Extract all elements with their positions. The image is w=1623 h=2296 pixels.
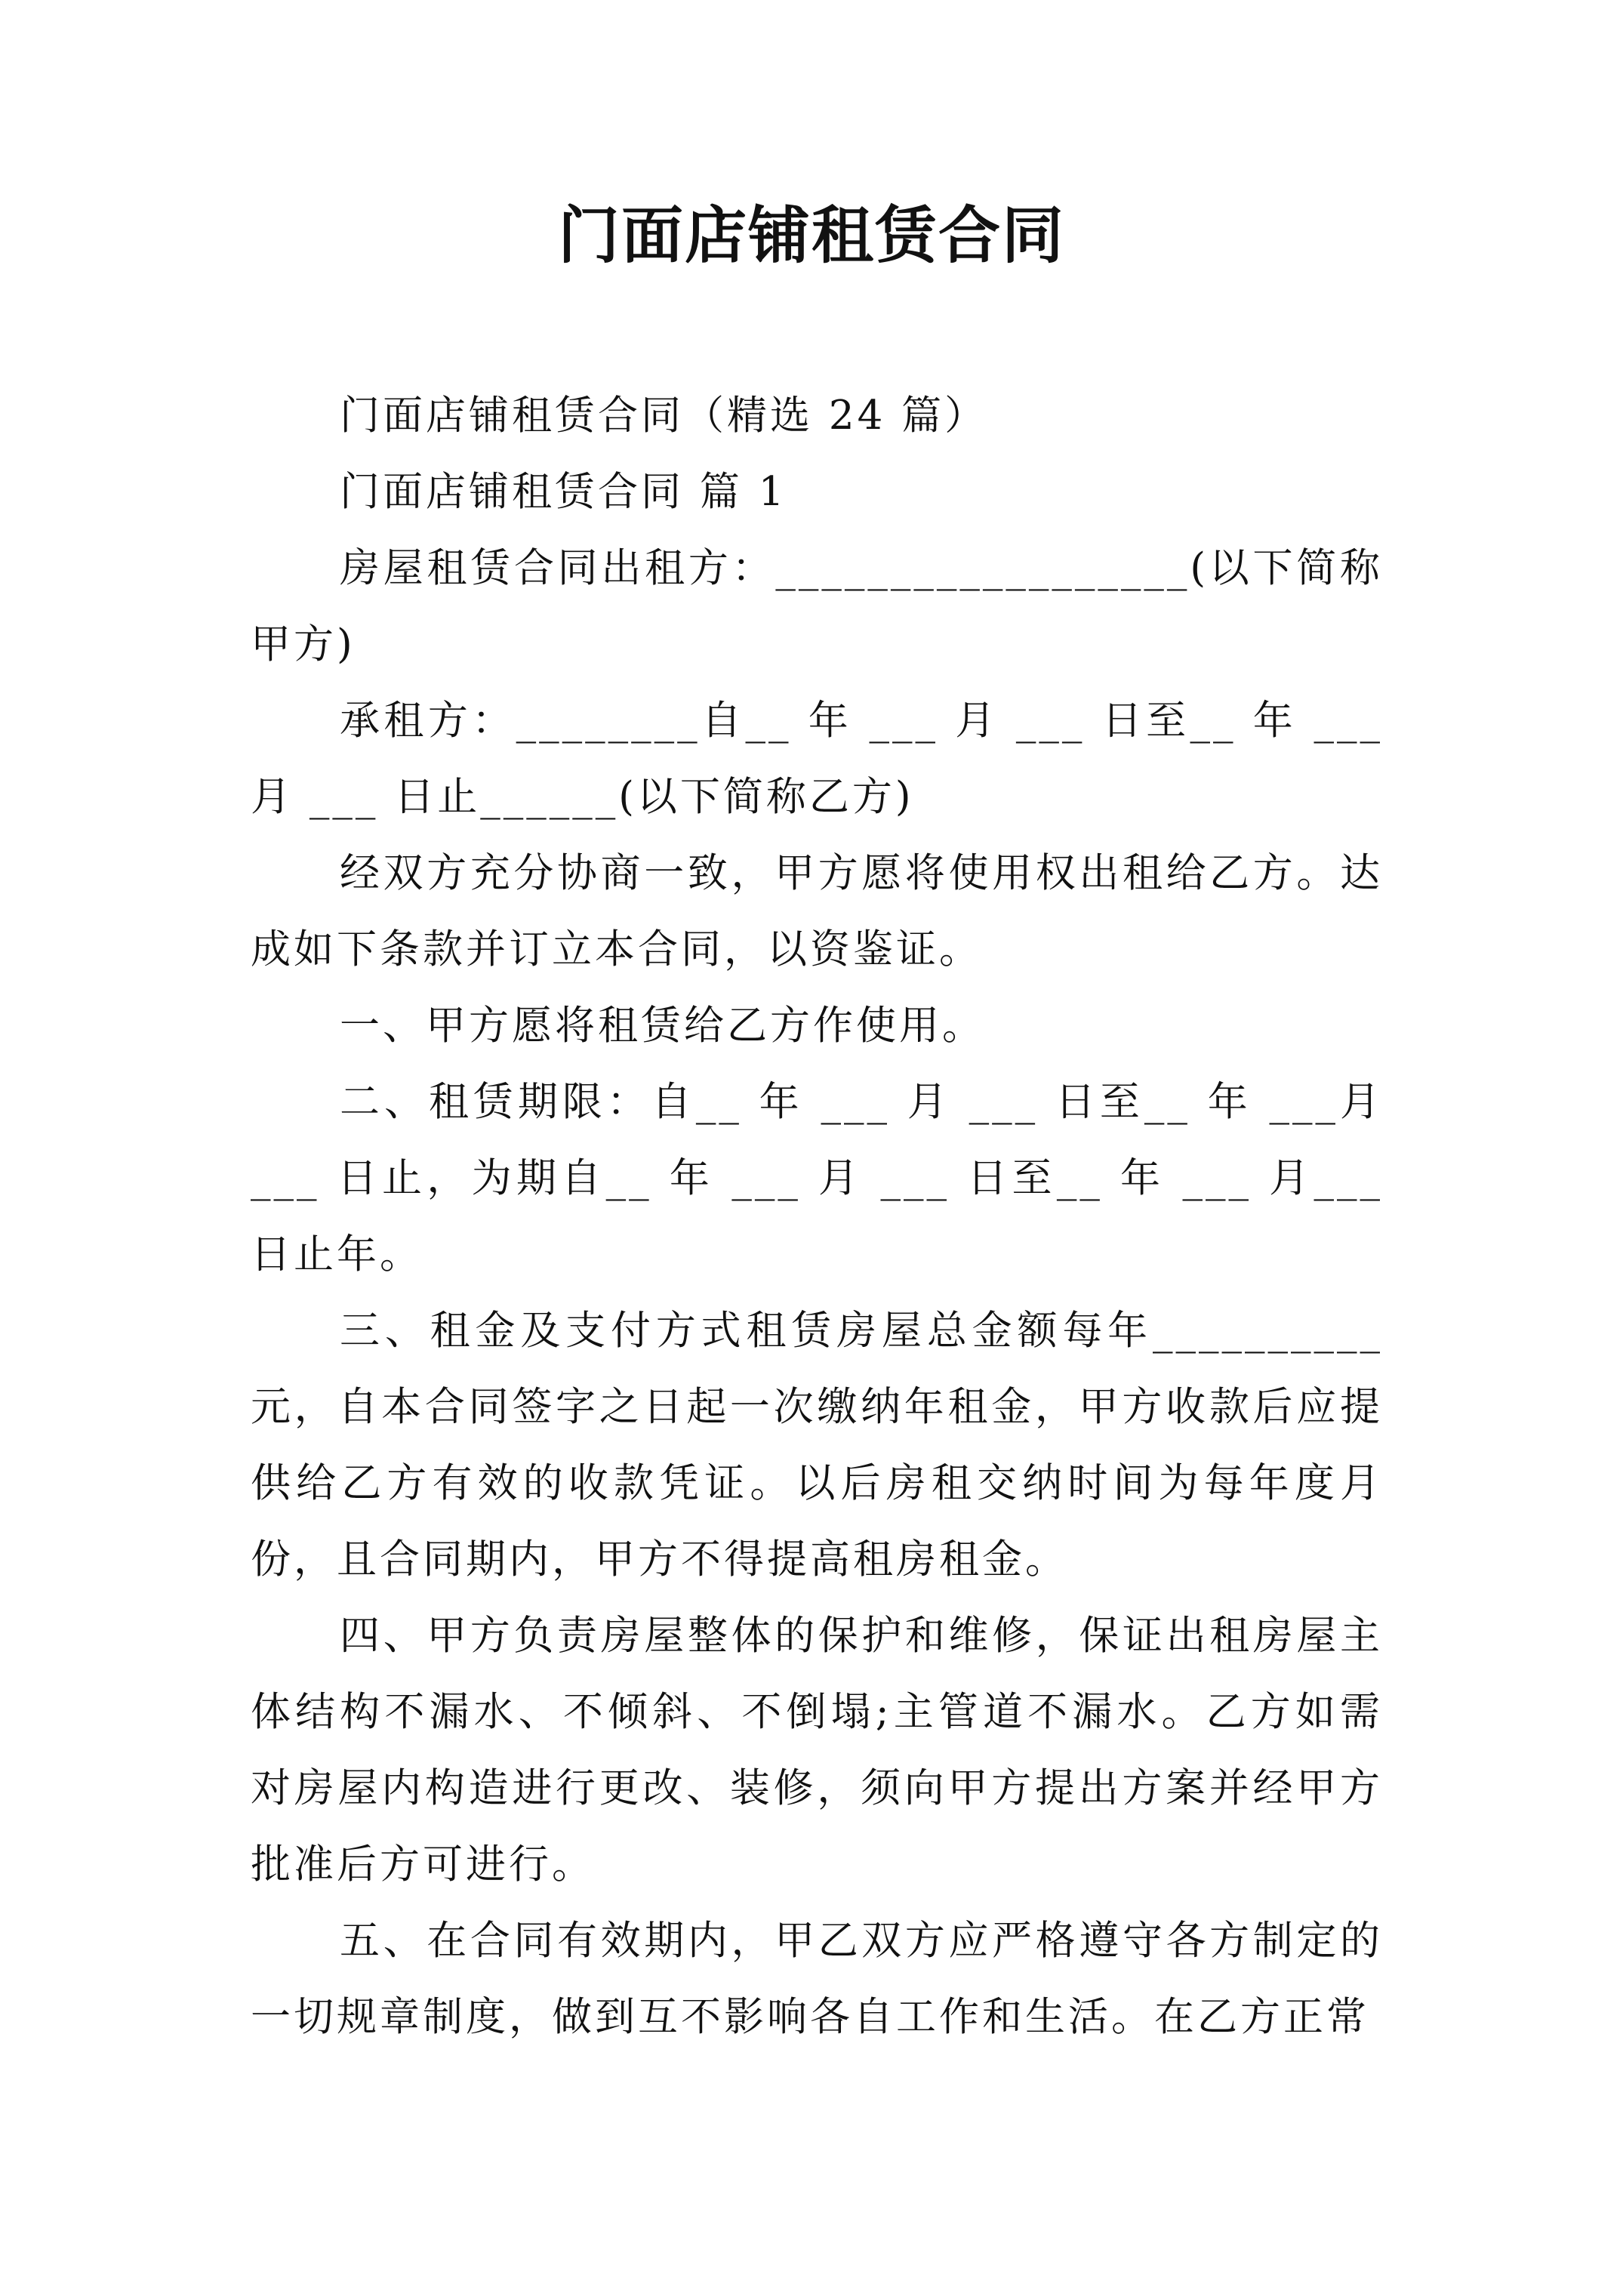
paragraph-clause-1: 一、甲方愿将租赁给乙方作使用。: [340, 1003, 985, 1049]
paragraph-clause-2: 二、租赁期限：自__ 年 ___ 月 ___ 日至__ 年 ___月 ___ 日止，为期自__ 年 ___ 月 ___ 日至__ 年 ___ 月___ 日止年。: [251, 1079, 1383, 1277]
paragraph-clause-4: 四、甲方负责房屋整体的保护和维修，保证出租房屋主体结构不漏水、不倾斜、不倒塌;主管道不漏水。乙方如需对房屋内构造进行更改、装修，须向甲方提出方案并经甲方批准后方可进行。: [251, 1613, 1383, 1888]
paragraph-subtitle: 门面店铺租赁合同（精选 24 篇）: [340, 393, 988, 439]
document-body: [251, 378, 1383, 2055]
paragraph-clause-5: 五、在合同有效期内，甲乙双方应严格遵守各方制定的一切规章制度，做到互不影响各自工作和生活。在乙方正常: [251, 1918, 1383, 2040]
paragraph-lessee: 承租方：________自__ 年 ___ 月 ___ 日至__ 年 ___月 ___ 日止______(以下简称乙方): [251, 698, 1383, 820]
document-title: 门面店铺租赁合同: [557, 199, 1065, 272]
paragraph-clause-3: 三、租金及支付方式租赁房屋总金额每年__________元，自本合同签字之日起一次缴纳年租金，甲方收款后应提供给乙方有效的收款凭证。以后房租交纳时间为每年度月份，且合同期内，甲方不得提高租房租金。: [251, 1308, 1383, 1583]
paragraph-agreement: 经双方充分协商一致，甲方愿将使用权出租给乙方。达成如下条款并订立本合同，以资鉴证。: [251, 850, 1383, 972]
paragraph-lessor: 房屋租赁合同出租方：__________________(以下简称甲方): [251, 545, 1383, 667]
paragraph-section-heading: 门面店铺租赁合同 篇 1: [340, 469, 787, 515]
